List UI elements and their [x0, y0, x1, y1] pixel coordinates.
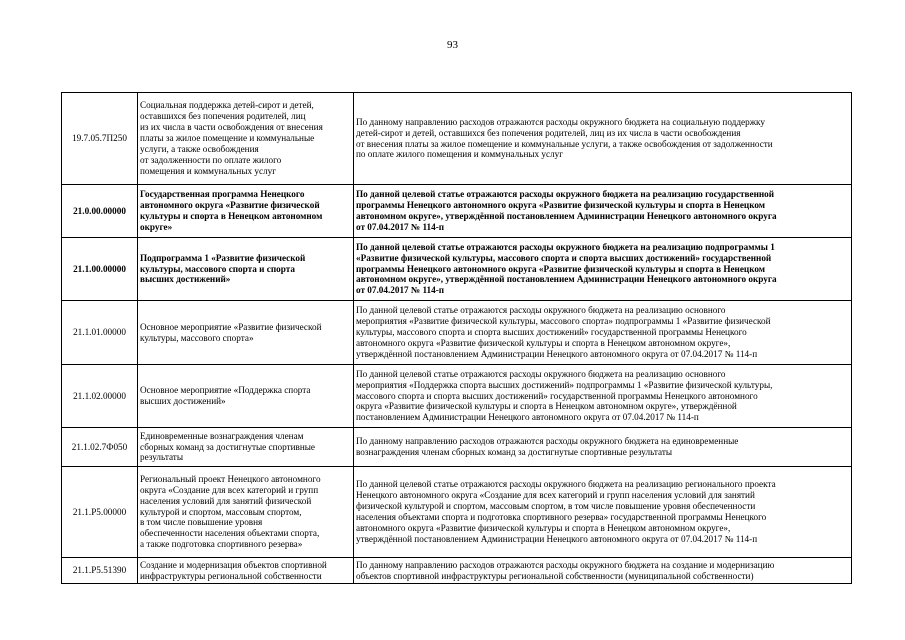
cell-text-line: округе» [140, 221, 173, 232]
cell-text-line: от задолженности по оплате жилого [140, 154, 282, 165]
row-code: 21.0.00.00000 [62, 185, 138, 238]
cell-text-line: от 07.04.2017 № 114-п [356, 285, 445, 296]
row-code: 19.7.05.7П250 [62, 93, 138, 185]
cell-text-line: оставшихся без попечения родителей, лиц [140, 111, 306, 122]
cell-text-line: от внесения платы за жилое помещение и коммунальные услуги, а также освобождения от задолженности [356, 138, 773, 149]
cell-text-line: По данному направлению расходов отражаются расходы окружного бюджета на социальную поддержку [356, 116, 765, 127]
cell-text-line: в том числе повышение уровня [140, 517, 263, 528]
cell-text-line: Государственная программа Ненецкого [140, 189, 305, 200]
cell-text-line: Основное мероприятие «Развитие физической [140, 321, 322, 332]
row-description [354, 558, 852, 584]
cell-text-line: мероприятия «Развитие физической культуры, массового спорта» подпрограммы 1 «Развитие физической [356, 316, 771, 327]
table-row [62, 428, 852, 467]
row-name [138, 428, 354, 467]
cell-text-line: объектов спортивной инфраструктуры региональной собственности (муниципальной собственности) [356, 570, 754, 581]
cell-text-line: вознаграждения членам сборных команд за достигнутые спортивные результаты [356, 447, 673, 457]
cell-text-line: а также подготовка спортивного резерва» [140, 539, 303, 550]
cell-text-line: По данной целевой статье отражаются расходы окружного бюджета на реализацию основного [356, 305, 726, 316]
cell-text-line: культурой и спортом, массовым спортом, [140, 506, 302, 517]
cell-text-line: мероприятия «Поддержка спорта высших достижений» подпрограммы 1 «Развитие физической культуры, [356, 379, 773, 390]
cell-text-line: результаты [140, 452, 183, 463]
row-description [354, 301, 852, 365]
cell-text-line: культуры, массового спорта и спорта [140, 263, 295, 274]
cell-text-line: платы за жилое помещение и коммунальные [140, 133, 315, 144]
table-row [62, 365, 852, 428]
cell-text-line: Региональный проект Ненецкого автономного [140, 473, 321, 484]
row-name [138, 301, 354, 365]
table-row [62, 467, 852, 558]
row-description [354, 185, 852, 238]
cell-text-line: культуры, массового спорта и спорта высших достижений» государственной программы Ненецкого [356, 327, 747, 338]
budget-classification-table [61, 92, 852, 584]
cell-text-line: округа «Создание для всех категорий и групп [140, 484, 319, 495]
table-row [62, 558, 852, 584]
row-name [138, 185, 354, 238]
cell-text-line: физической культурой и спортом, массовым спортом, в том числе повышение уровня обеспеченности [356, 501, 756, 512]
row-code: 21.1.00.00000 [62, 238, 138, 301]
cell-text-line: По данной целевой статье отражаются расходы окружного бюджета на реализацию подпрограммы 1 [356, 241, 775, 252]
row-code: 21.1.P5.51390 [62, 558, 138, 584]
table-row [62, 301, 852, 365]
row-name [138, 365, 354, 428]
row-name [138, 238, 354, 301]
cell-text-line: утверждённой постановлением Администрации Ненецкого автономного округа от 07.04.2017 № 114-п [356, 533, 758, 544]
cell-text-line: автономном округе», утверждённой постановлением Администрации Ненецкого автономного округа [356, 274, 777, 285]
cell-text-line: Создание и модернизация объектов спортивной [140, 559, 327, 570]
cell-text-line: постановлением Администрации Ненецкого автономного округа от 07.04.2017 № 114-п [356, 412, 699, 423]
cell-text-line: автономного округа «Развитие физической [140, 200, 320, 211]
row-code: 21.1.P5.00000 [62, 467, 138, 558]
cell-text-line: автономного округа «Развитие физической культуры и спорта в Ненецком автономном округе», [356, 337, 731, 348]
cell-text-line: автономном округе», утверждённой постановлением Администрации Ненецкого автономного округа [356, 211, 777, 221]
cell-text-line: По данной целевой статье отражаются расходы окружного бюджета на реализацию основного [356, 368, 726, 379]
cell-text-line: округа «Развитие физической культуры и спорта в Ненецком автономном округе», утверждённой [356, 401, 737, 412]
row-description [354, 93, 852, 185]
cell-text-line: от 07.04.2017 № 114-п [356, 221, 445, 232]
cell-text-line: массового спорта и спорта высших достижений» государственной программы Ненецкого автономного [356, 390, 758, 401]
table-row [62, 185, 852, 238]
cell-text-line: сборных команд за достигнутые спортивные [140, 441, 316, 452]
cell-text-line: населения условий для занятий физической [140, 495, 312, 506]
cell-text-line: «Развитие физической культуры, массового спорта и спорта высших достижений» государственной [356, 252, 772, 263]
cell-text-line: помещения и коммунальных услуг [140, 165, 277, 176]
cell-text-line: автономного округа «Развитие физической культуры и спорта в Ненецком автономном округе», [356, 522, 731, 533]
cell-text-line: высших достижений» [140, 396, 226, 406]
cell-text-line: обеспеченности населения объектами спорта, [140, 528, 320, 539]
cell-text-line: По данной целевой статье отражаются расходы окружного бюджета на реализацию регионального проекта [356, 479, 776, 490]
cell-text-line: Ненецкого автономного округа «Создание для всех категорий и групп населения условий для занятий [356, 490, 755, 501]
cell-text-line: инфраструктуры региональной собственности [140, 570, 322, 581]
cell-text-line: программы Ненецкого автономного округа «Развитие физической культуры и спорта в Ненецком [356, 200, 766, 211]
row-description [354, 467, 852, 558]
cell-text-line: программы Ненецкого автономного округа «Развитие физической культуры и спорта в Ненецком [356, 263, 766, 274]
cell-text-line: Подпрограмма 1 «Развитие физической [140, 252, 306, 263]
cell-text-line: По данной целевой статье отражаются расходы окружного бюджета на реализацию государственной [356, 189, 775, 200]
row-code: 21.1.02.7Ф050 [62, 428, 138, 467]
table-row [62, 93, 852, 185]
cell-text-line: из их числа в части освобождения от внесения [140, 122, 323, 133]
cell-text-line: культуры и спорта в Ненецком автономном [140, 211, 323, 221]
row-name [138, 558, 354, 584]
cell-text-line: высших достижений» [140, 274, 231, 285]
cell-text-line: услуги, а также освобождения [140, 143, 259, 154]
cell-text-line: населения объектами спорта и подготовка спортивного резерва» государственной программы Ненецкого [356, 512, 767, 522]
row-description [354, 428, 852, 467]
row-name [138, 467, 354, 558]
page-number: 93 [447, 39, 458, 51]
cell-text-line: Основное мероприятие «Поддержка спорта [140, 385, 311, 396]
row-description [354, 238, 852, 301]
table-row [62, 238, 852, 301]
row-code: 21.1.01.00000 [62, 301, 138, 365]
cell-text-line: по оплате жилого помещения и коммунальных услуг [356, 149, 564, 160]
row-description [354, 365, 852, 428]
cell-text-line: культуры, массового спорта» [140, 332, 254, 343]
cell-text-line: Социальная поддержка детей-сирот и детей, [140, 100, 314, 111]
cell-text-line: утверждённой постановлением Администрации Ненецкого автономного округа от 07.04.2017 № 114-п [356, 348, 758, 359]
cell-text-line: По данному направлению расходов отражаются расходы окружного бюджета на единовременные [356, 436, 739, 447]
cell-text-line: По данному направлению расходов отражаются расходы окружного бюджета на создание и модернизацию [356, 559, 775, 570]
row-name [138, 93, 354, 185]
cell-text-line: детей-сирот и детей, оставшихся без попечения родителей, лиц из их числа в части освобождения [356, 127, 741, 138]
cell-text-line: Единовременные вознаграждения членам [140, 430, 304, 441]
row-code: 21.1.02.00000 [62, 365, 138, 428]
